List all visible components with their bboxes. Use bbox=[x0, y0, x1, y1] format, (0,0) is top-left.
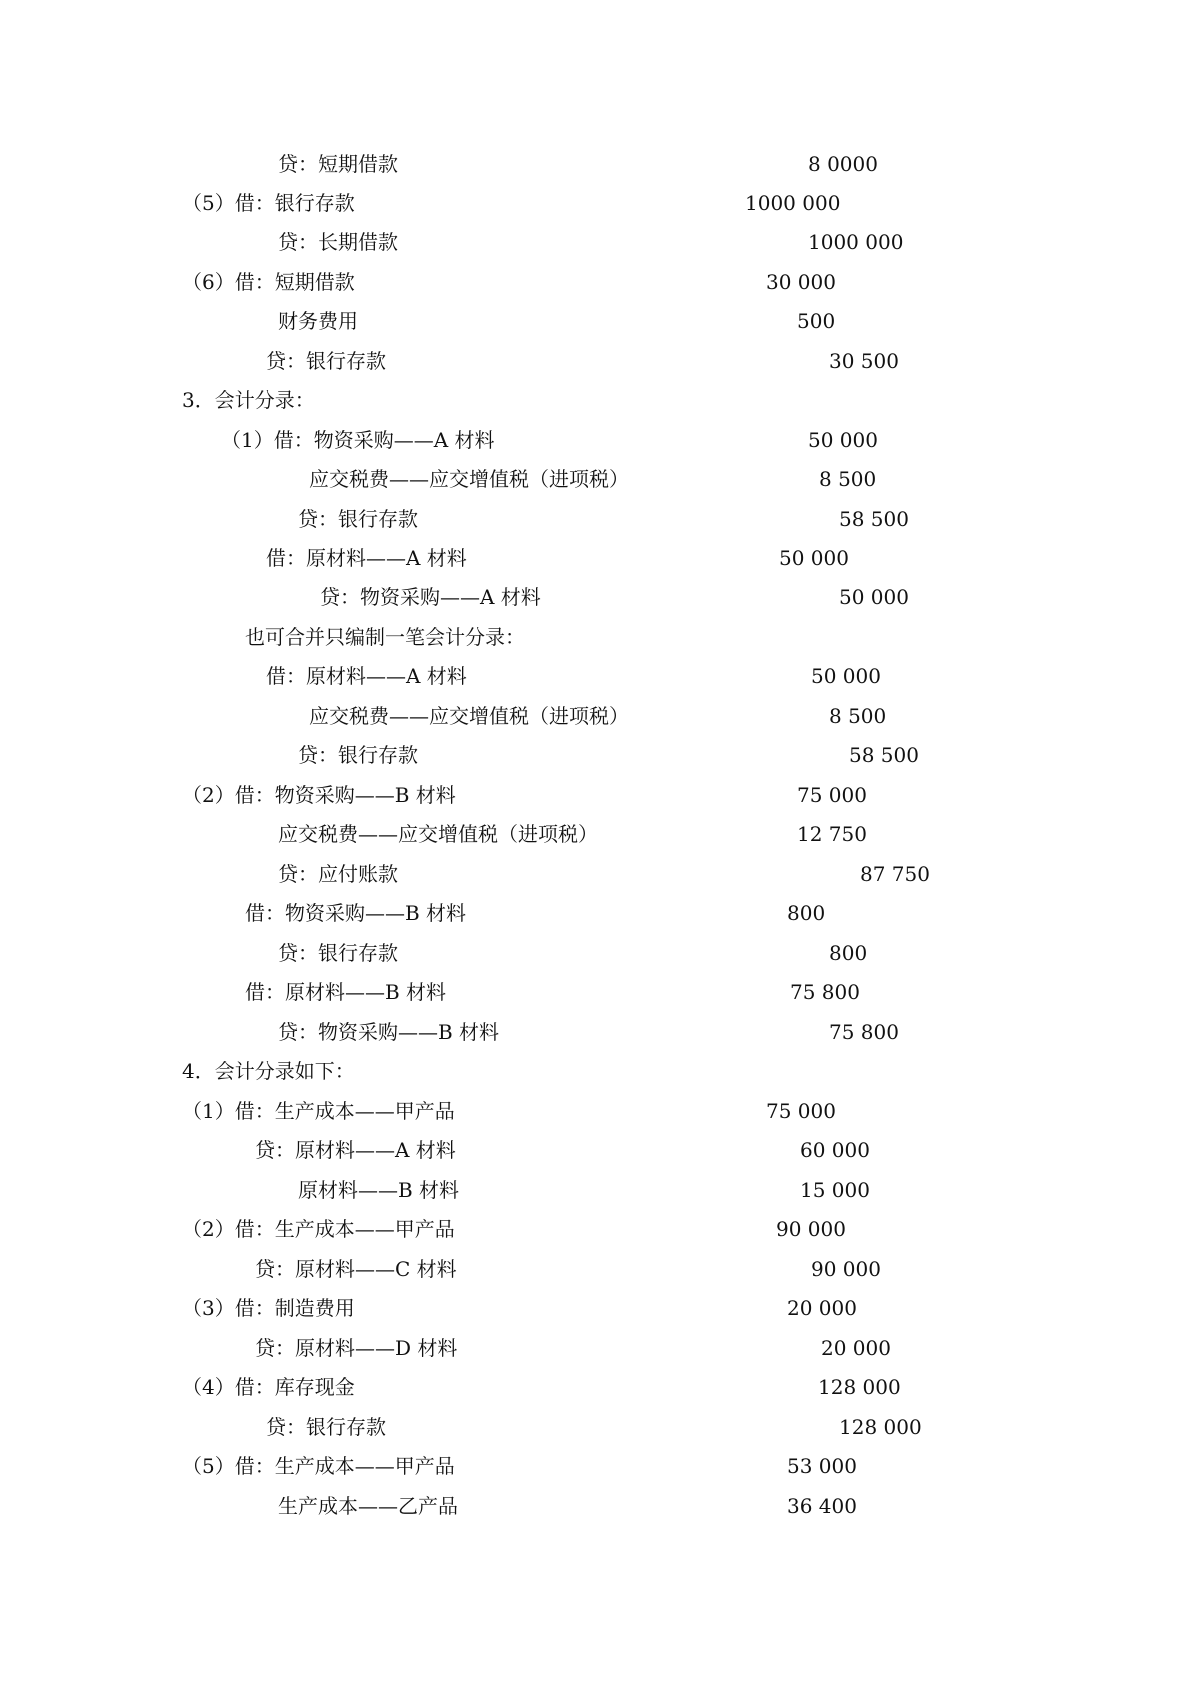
entry-amount: 500 bbox=[797, 309, 836, 333]
entry-amount: 8 500 bbox=[829, 704, 887, 728]
entry-label: 借：原材料——B 材料 bbox=[245, 980, 447, 1004]
entry-amount: 128 000 bbox=[839, 1415, 922, 1439]
entry-amount: 75 000 bbox=[797, 783, 867, 807]
entry-label: 贷：原材料——C 材料 bbox=[255, 1257, 457, 1281]
entry-label: 原材料——B 材料 bbox=[298, 1178, 460, 1202]
entry-amount: 50 000 bbox=[839, 585, 909, 609]
entry-amount: 800 bbox=[787, 901, 826, 925]
entry-label: 贷：长期借款 bbox=[278, 230, 398, 254]
entry-amount: 58 500 bbox=[849, 743, 919, 767]
entry-label: （5）借：银行存款 bbox=[182, 191, 355, 215]
entry-label: （6）借：短期借款 bbox=[182, 270, 355, 294]
entry-label: 贷：原材料——A 材料 bbox=[255, 1138, 456, 1162]
entry-label: 贷：物资采购——B 材料 bbox=[278, 1020, 500, 1044]
entry-amount: 8 500 bbox=[819, 467, 877, 491]
section-heading: 3．会计分录： bbox=[182, 388, 315, 412]
entry-amount: 50 000 bbox=[779, 546, 849, 570]
entry-label: 贷：银行存款 bbox=[266, 1415, 386, 1439]
entry-label: （2）借：物资采购——B 材料 bbox=[182, 783, 456, 807]
entry-label: 贷：短期借款 bbox=[278, 152, 398, 176]
entry-label: （1）借：生产成本——甲产品 bbox=[182, 1099, 455, 1123]
entry-label: 贷：银行存款 bbox=[298, 507, 418, 531]
entry-amount: 50 000 bbox=[811, 664, 881, 688]
section-heading: 4．会计分录如下： bbox=[182, 1059, 355, 1083]
entry-amount: 128 000 bbox=[818, 1375, 901, 1399]
note-text: 也可合并只编制一笔会计分录： bbox=[245, 625, 525, 649]
entry-amount: 30 000 bbox=[766, 270, 836, 294]
entry-amount: 20 000 bbox=[787, 1296, 857, 1320]
entry-amount: 75 800 bbox=[829, 1020, 899, 1044]
entry-amount: 53 000 bbox=[787, 1454, 857, 1478]
entry-amount: 90 000 bbox=[776, 1217, 846, 1241]
entry-label: （4）借：库存现金 bbox=[182, 1375, 355, 1399]
entry-label: 生产成本——乙产品 bbox=[278, 1494, 458, 1518]
entry-label: 应交税费——应交增值税（进项税） bbox=[309, 704, 629, 728]
entry-amount: 87 750 bbox=[860, 862, 930, 886]
entry-label: 贷：应付账款 bbox=[278, 862, 398, 886]
entry-amount: 30 500 bbox=[829, 349, 899, 373]
entry-amount: 36 400 bbox=[787, 1494, 857, 1518]
entry-amount: 75 000 bbox=[766, 1099, 836, 1123]
entry-label: 贷：银行存款 bbox=[298, 743, 418, 767]
entry-amount: 800 bbox=[829, 941, 868, 965]
entry-amount: 8 0000 bbox=[808, 152, 878, 176]
entry-amount: 15 000 bbox=[800, 1178, 870, 1202]
entry-amount: 75 800 bbox=[790, 980, 860, 1004]
entry-label: （2）借：生产成本——甲产品 bbox=[182, 1217, 455, 1241]
entry-label: 应交税费——应交增值税（进项税） bbox=[278, 822, 598, 846]
entry-amount: 60 000 bbox=[800, 1138, 870, 1162]
entry-label: （1）借：物资采购——A 材料 bbox=[221, 428, 495, 452]
entry-label: 贷：原材料——D 材料 bbox=[255, 1336, 458, 1360]
entry-amount: 50 000 bbox=[808, 428, 878, 452]
entry-amount: 90 000 bbox=[811, 1257, 881, 1281]
entry-label: 借：原材料——A 材料 bbox=[266, 546, 467, 570]
entry-label: 借：物资采购——B 材料 bbox=[245, 901, 467, 925]
entry-label: （3）借：制造费用 bbox=[182, 1296, 355, 1320]
entry-amount: 20 000 bbox=[821, 1336, 891, 1360]
entry-label: 贷：银行存款 bbox=[266, 349, 386, 373]
entry-amount: 1000 000 bbox=[808, 230, 904, 254]
entry-label: 财务费用 bbox=[278, 309, 358, 333]
entry-label: 应交税费——应交增值税（进项税） bbox=[309, 467, 629, 491]
entry-label: 贷：银行存款 bbox=[278, 941, 398, 965]
entry-label: 借：原材料——A 材料 bbox=[266, 664, 467, 688]
entry-amount: 12 750 bbox=[797, 822, 867, 846]
entry-amount: 58 500 bbox=[839, 507, 909, 531]
entry-label: 贷：物资采购——A 材料 bbox=[320, 585, 541, 609]
entry-label: （5）借：生产成本——甲产品 bbox=[182, 1454, 455, 1478]
entry-amount: 1000 000 bbox=[745, 191, 841, 215]
